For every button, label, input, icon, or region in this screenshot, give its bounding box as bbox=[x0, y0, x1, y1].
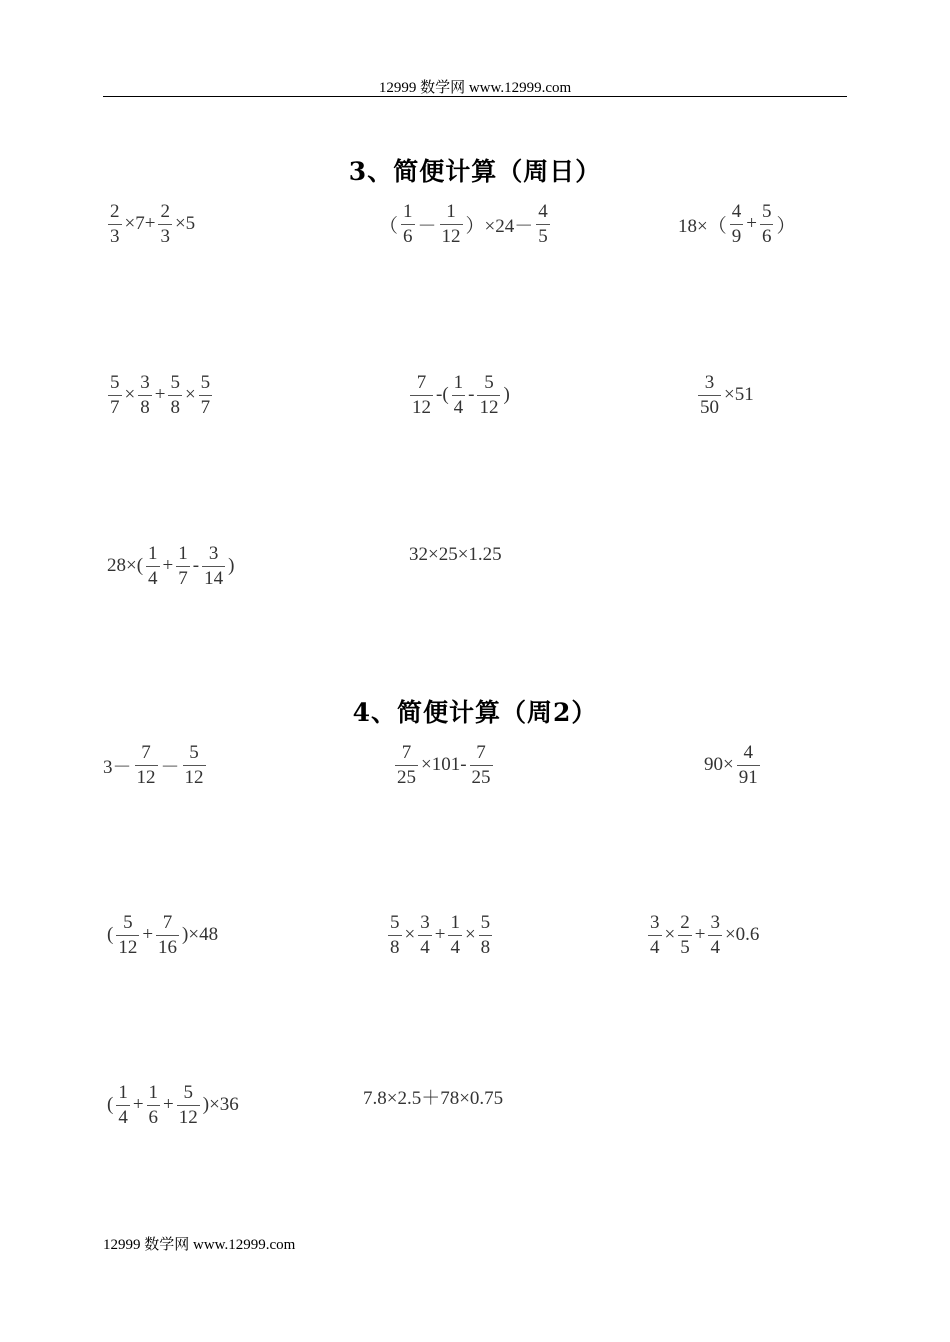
operator-text: － bbox=[160, 756, 180, 778]
problem bbox=[106, 544, 235, 589]
numerator: 7 bbox=[476, 742, 486, 763]
numerator: 1 bbox=[403, 201, 413, 222]
denominator: 9 bbox=[731, 225, 742, 247]
fraction bbox=[116, 1083, 130, 1128]
operator-text: － bbox=[417, 215, 437, 237]
fraction bbox=[760, 202, 774, 247]
problem bbox=[106, 202, 196, 247]
numerator: 3 bbox=[704, 372, 715, 393]
operator-text: -( bbox=[436, 384, 449, 406]
numerator: 7 bbox=[416, 372, 427, 393]
operator-text: - bbox=[192, 555, 200, 577]
numerator: 1 bbox=[148, 1082, 159, 1103]
numerator: 5 bbox=[110, 372, 120, 393]
numerator: 5 bbox=[170, 372, 180, 393]
operator-text: ×0.6 bbox=[724, 924, 760, 946]
numerator: 2 bbox=[160, 201, 170, 222]
numerator: 2 bbox=[680, 912, 690, 933]
problem bbox=[362, 1083, 504, 1110]
operator-text: ×5 bbox=[174, 213, 196, 235]
operator-text: + bbox=[434, 924, 446, 946]
operator-text: × bbox=[464, 924, 476, 946]
operator-text: + bbox=[162, 555, 174, 577]
operator-text: 3－ bbox=[103, 756, 132, 778]
denominator: 3 bbox=[110, 225, 120, 247]
fraction bbox=[168, 373, 182, 418]
numerator: 7 bbox=[141, 742, 151, 763]
numerator: 3 bbox=[710, 912, 720, 933]
denominator: 12 bbox=[136, 766, 156, 788]
denominator: 14 bbox=[204, 567, 224, 589]
numerator: 4 bbox=[731, 201, 742, 222]
denominator: 12 bbox=[118, 936, 138, 958]
denominator: 12 bbox=[184, 766, 204, 788]
operator-text: ) bbox=[503, 384, 510, 406]
operator-text: ×51 bbox=[724, 384, 754, 406]
fraction bbox=[698, 373, 721, 418]
numerator: 5 bbox=[761, 201, 772, 222]
operator-text: × bbox=[184, 384, 196, 406]
numerator: 1 bbox=[446, 201, 456, 222]
denominator: 8 bbox=[140, 396, 150, 418]
fraction bbox=[177, 1083, 200, 1128]
numerator: 1 bbox=[178, 543, 188, 564]
operator-text: + bbox=[142, 924, 154, 946]
operator-text: ×7+ bbox=[124, 213, 156, 235]
denominator: 91 bbox=[738, 766, 758, 788]
operator-text: )×36 bbox=[202, 1094, 239, 1116]
fraction bbox=[536, 202, 550, 247]
fraction bbox=[418, 913, 432, 958]
denominator: 7 bbox=[110, 396, 120, 418]
section-title-4: 4、简便计算（周2） bbox=[352, 698, 598, 727]
problem bbox=[106, 913, 219, 958]
denominator: 25 bbox=[397, 766, 416, 788]
operator-text: )×48 bbox=[182, 924, 219, 946]
operator-text: × bbox=[404, 924, 416, 946]
page-header: 12999 数学网 www.12999.com bbox=[378, 80, 572, 96]
fraction bbox=[737, 743, 760, 788]
denominator: 3 bbox=[160, 225, 170, 247]
numerator: 5 bbox=[480, 912, 491, 933]
numerator: 1 bbox=[453, 372, 464, 393]
denominator: 12 bbox=[441, 225, 461, 247]
fraction bbox=[410, 373, 433, 418]
operator-text: ×101- bbox=[421, 754, 467, 776]
fraction bbox=[146, 544, 160, 589]
fraction bbox=[470, 743, 493, 788]
problem bbox=[408, 544, 503, 566]
operator-text: 90× bbox=[704, 754, 734, 776]
denominator: 4 bbox=[148, 567, 158, 589]
numerator: 1 bbox=[450, 912, 460, 933]
denominator: 12 bbox=[412, 396, 431, 418]
fraction bbox=[401, 202, 415, 247]
denominator: 12 bbox=[479, 396, 499, 418]
denominator: 6 bbox=[148, 1106, 159, 1128]
denominator: 4 bbox=[450, 936, 460, 958]
operator-text: × bbox=[124, 384, 136, 406]
fraction bbox=[477, 373, 500, 418]
fraction bbox=[678, 913, 692, 958]
operator-text: 32×25×1.25 bbox=[409, 544, 502, 565]
operator-text: ( bbox=[107, 1094, 114, 1116]
fraction bbox=[176, 544, 190, 589]
denominator: 7 bbox=[200, 396, 211, 418]
header-divider bbox=[103, 96, 847, 97]
numerator: 3 bbox=[420, 912, 430, 933]
denominator: 7 bbox=[178, 567, 188, 589]
fraction bbox=[135, 743, 158, 788]
denominator: 6 bbox=[761, 225, 772, 247]
fraction bbox=[156, 913, 179, 958]
section-title-3: 3、简便计算（周日） bbox=[348, 157, 602, 186]
problem bbox=[102, 743, 208, 788]
fraction bbox=[452, 373, 466, 418]
fraction bbox=[147, 1083, 161, 1128]
numerator: 4 bbox=[538, 201, 548, 222]
fraction bbox=[479, 913, 493, 958]
numerator: 5 bbox=[183, 1082, 194, 1103]
problem bbox=[408, 373, 511, 418]
problem bbox=[677, 202, 796, 247]
operator-text: + bbox=[746, 213, 757, 235]
problem bbox=[393, 743, 495, 788]
denominator: 5 bbox=[538, 225, 548, 247]
numerator: 4 bbox=[743, 742, 753, 763]
page-footer: 12999 数学网 www.12999.com bbox=[103, 1237, 296, 1253]
denominator: 12 bbox=[178, 1106, 198, 1128]
fraction bbox=[183, 743, 206, 788]
fraction bbox=[108, 373, 122, 418]
numerator: 3 bbox=[140, 372, 150, 393]
numerator: 1 bbox=[148, 543, 158, 564]
fraction bbox=[138, 373, 152, 418]
numerator: 3 bbox=[208, 543, 219, 564]
numerator: 3 bbox=[650, 912, 660, 933]
fraction bbox=[440, 202, 463, 247]
denominator: 8 bbox=[480, 936, 491, 958]
operator-text: + bbox=[154, 384, 166, 406]
operator-text: ) bbox=[228, 555, 235, 577]
fraction bbox=[158, 202, 172, 247]
denominator: 25 bbox=[471, 766, 491, 788]
denominator: 4 bbox=[118, 1106, 128, 1128]
denominator: 6 bbox=[403, 225, 413, 247]
problem bbox=[703, 743, 762, 788]
fraction bbox=[448, 913, 462, 958]
operator-text: + bbox=[163, 1094, 174, 1116]
numerator: 5 bbox=[390, 912, 400, 933]
problem bbox=[386, 913, 494, 958]
numerator: 7 bbox=[401, 742, 412, 763]
numerator: 7 bbox=[162, 912, 173, 933]
denominator: 16 bbox=[158, 936, 178, 958]
fraction bbox=[199, 373, 213, 418]
operator-text: 18×（ bbox=[678, 215, 727, 237]
fraction bbox=[648, 913, 662, 958]
fraction bbox=[108, 202, 122, 247]
operator-text: - bbox=[468, 384, 475, 406]
denominator: 4 bbox=[453, 396, 464, 418]
denominator: 4 bbox=[420, 936, 430, 958]
problem bbox=[106, 373, 214, 418]
fraction bbox=[388, 913, 402, 958]
problem bbox=[696, 373, 755, 418]
operator-text: × bbox=[664, 924, 676, 946]
fraction bbox=[708, 913, 722, 958]
numerator: 2 bbox=[110, 201, 120, 222]
numerator: 5 bbox=[200, 372, 211, 393]
operator-text: 28×( bbox=[107, 555, 144, 577]
operator-text: + bbox=[132, 1094, 144, 1116]
operator-text: + bbox=[694, 924, 706, 946]
problem bbox=[106, 1083, 240, 1128]
numerator: 5 bbox=[123, 912, 133, 933]
denominator: 8 bbox=[390, 936, 400, 958]
operator-text: ）×24－ bbox=[465, 215, 534, 237]
fraction bbox=[116, 913, 139, 958]
operator-text: ( bbox=[107, 924, 114, 946]
fraction bbox=[202, 544, 225, 589]
problem bbox=[646, 913, 760, 958]
fraction bbox=[730, 202, 744, 247]
operator-text: （ bbox=[379, 215, 399, 237]
operator-text: 7.8×2.5＋78×0.75 bbox=[363, 1088, 504, 1109]
denominator: 8 bbox=[170, 396, 180, 418]
operator-text: ） bbox=[776, 215, 796, 237]
denominator: 50 bbox=[700, 396, 719, 418]
numerator: 1 bbox=[118, 1082, 128, 1103]
problem bbox=[378, 202, 552, 247]
numerator: 5 bbox=[484, 372, 494, 393]
fraction bbox=[395, 743, 418, 788]
denominator: 5 bbox=[680, 936, 690, 958]
denominator: 4 bbox=[650, 936, 660, 958]
numerator: 5 bbox=[189, 742, 199, 763]
denominator: 4 bbox=[710, 936, 720, 958]
